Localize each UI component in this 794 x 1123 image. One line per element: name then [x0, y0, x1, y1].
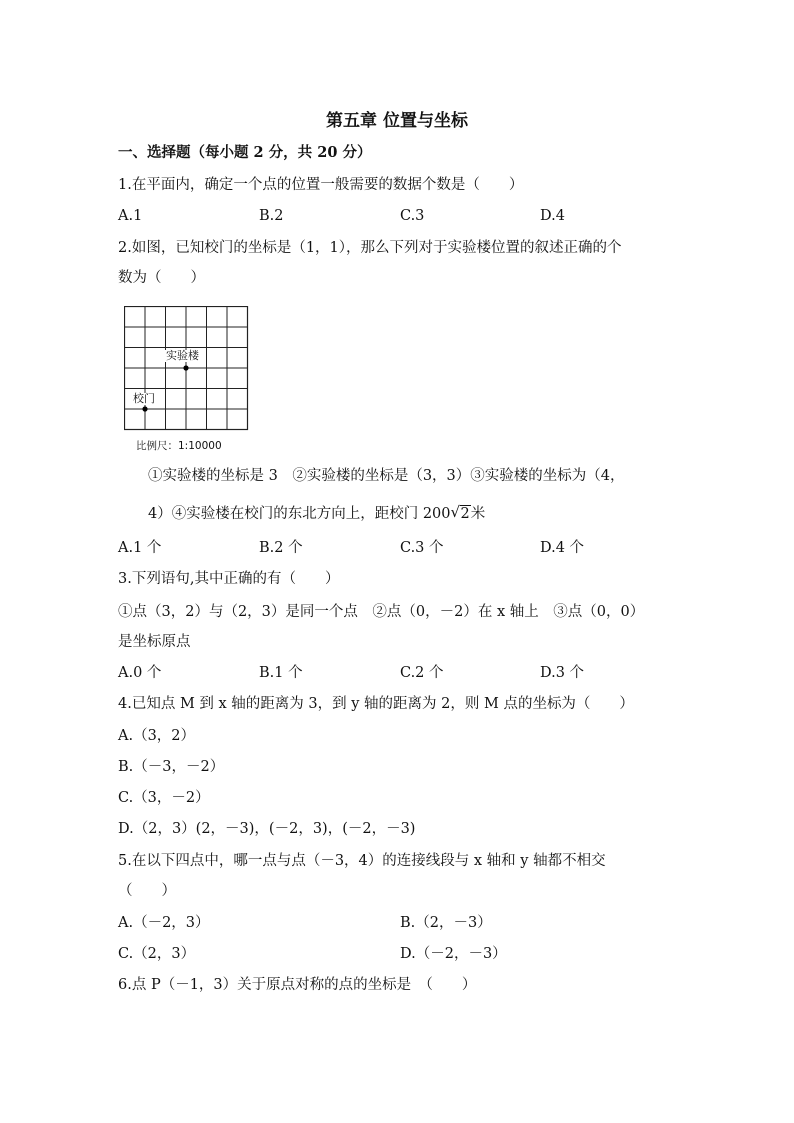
- q5-option-a: A.（－2，3）: [118, 915, 210, 931]
- question-5-line-2: （ ）: [118, 883, 176, 899]
- q5-option-d: D.（－2，－3）: [400, 946, 507, 962]
- q3-statements-line-2: 是坐标原点: [118, 634, 191, 650]
- q5-option-b: B.（2，－3）: [400, 915, 492, 931]
- lab-label: 实验楼: [166, 349, 199, 362]
- q3-option-c: C.2 个: [400, 665, 444, 681]
- section-heading: 一、选择题（每小题 2 分，共 20 分）: [118, 144, 372, 161]
- q3-option-a: A.0 个: [118, 665, 162, 681]
- scale-label: 比例尺：1:10000: [136, 440, 222, 452]
- q1-option-b: B.2: [259, 208, 284, 224]
- question-6: 6.点 P（－1，3）关于原点对称的点的坐标是 （ ）: [118, 977, 477, 993]
- q4-option-b: B.（－3，－2）: [118, 759, 225, 775]
- q1-option-c: C.3: [400, 208, 425, 224]
- q1-option-d: D.4: [540, 208, 565, 224]
- q2-statement-4-text: 4）④实验楼在校门的东北方向上，距校门 200: [148, 506, 451, 522]
- q2-option-a: A.1 个: [118, 540, 162, 556]
- question-4: 4.已知点 M 到 x 轴的距离为 3，到 y 轴的距离为 2，则 M 点的坐标为（ ）: [118, 696, 634, 712]
- page-title: 第五章 位置与坐标: [326, 111, 468, 131]
- q2-statement-4-unit: 米: [470, 506, 486, 522]
- sqrt-expression: [451, 504, 471, 524]
- radical-sign-icon: √: [450, 503, 461, 521]
- gate-point: [142, 406, 147, 411]
- school-grid-figure: [124, 306, 250, 456]
- question-5-line-1: 5.在以下四点中，哪一点与点（－3，4）的连接线段与 x 轴和 y 轴都不相交: [118, 853, 606, 869]
- q2-option-d: D.4 个: [540, 540, 585, 556]
- question-2-line-2: 数为（ ）: [118, 270, 205, 286]
- q3-option-b: B.1 个: [259, 665, 303, 681]
- gate-label: 校门: [133, 392, 155, 405]
- lab-point: [183, 365, 188, 370]
- q4-option-d: D.（2，3）(2，－3)，(－2，3)，(－2，－3): [118, 821, 416, 837]
- q2-statements-line-1: ①实验楼的坐标是 3 ②实验楼的坐标是（3，3）③实验楼的坐标为（4，: [148, 468, 625, 484]
- q2-option-b: B.2 个: [259, 540, 303, 556]
- q4-option-c: C.（3，－2）: [118, 790, 210, 806]
- q3-statements-line-1: ①点（3，2）与（2，3）是同一个点 ②点（0，－2）在 x 轴上 ③点（0，0）: [118, 604, 645, 620]
- q2-option-c: C.3 个: [400, 540, 444, 556]
- question-1: 1.在平面内，确定一个点的位置一般需要的数据个数是（ ）: [118, 177, 524, 193]
- grid-map: [124, 306, 250, 432]
- q5-option-c: C.（2，3）: [118, 946, 196, 962]
- q3-option-d: D.3 个: [540, 665, 585, 681]
- q4-option-a: A.（3，2）: [118, 728, 196, 744]
- question-3: 3.下列语句,其中正确的有（ ）: [118, 571, 340, 587]
- q1-option-a: A.1: [118, 208, 143, 224]
- question-2-line-1: 2.如图，已知校门的坐标是（1，1），那么下列对于实验楼位置的叙述正确的个: [118, 240, 622, 256]
- sqrt-radicand: 2: [460, 506, 470, 522]
- q2-statements-line-2: [148, 504, 485, 524]
